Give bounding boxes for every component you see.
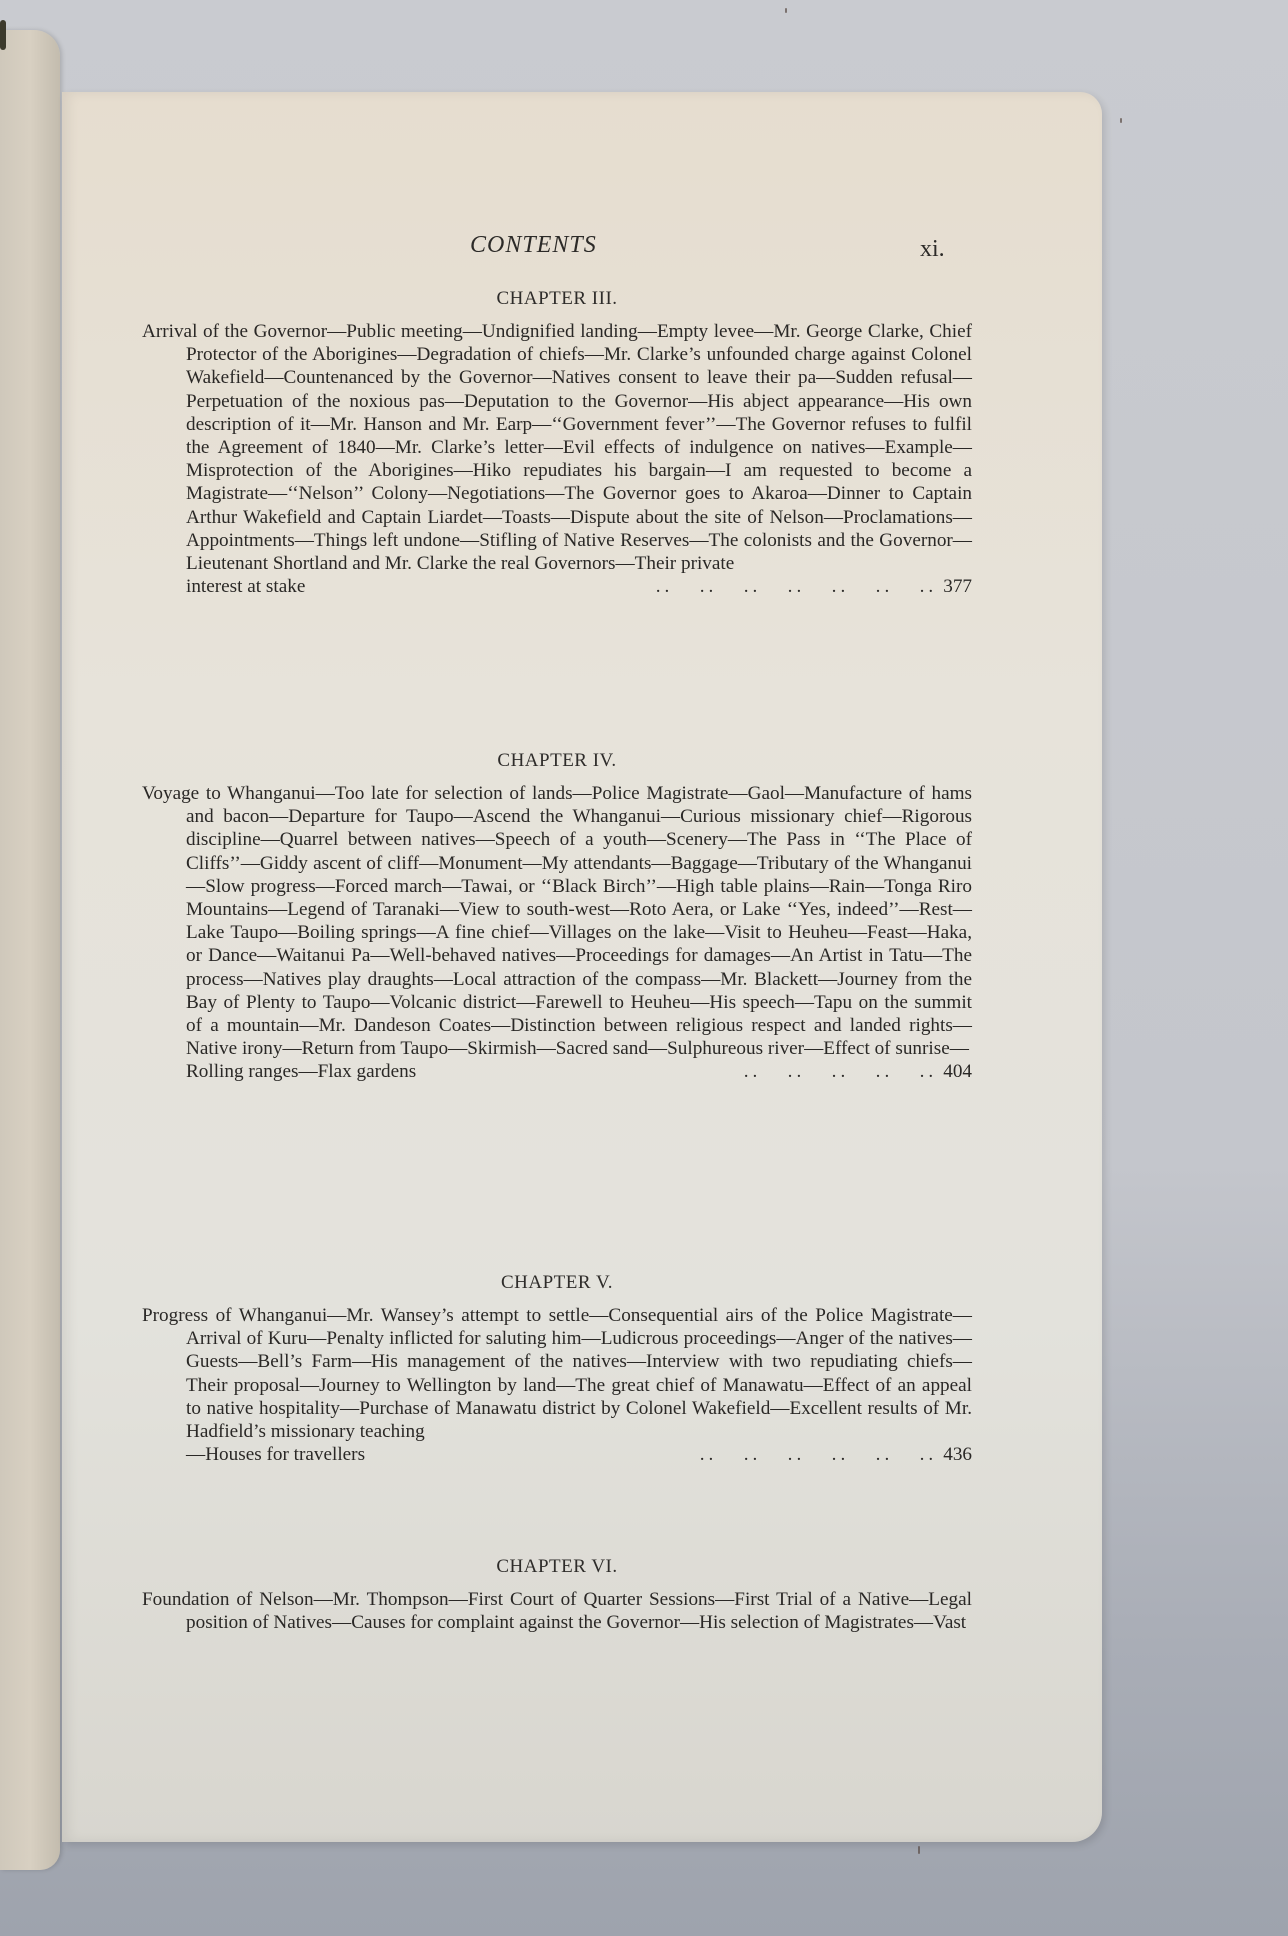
chapter-page-number: 436 bbox=[943, 1444, 972, 1466]
chapter-last-line bbox=[186, 575, 972, 598]
chapter-iv bbox=[142, 750, 972, 1084]
chapter-summary-text: Arrival of the Governor—Public meeting—Undignified landing—Empty levee—Mr. George Clarke, Chief Protector of the Aborigines—Degradation of chiefs—Mr. Clarke’s unfounded charge against Colonel Wakefield—Countenanced by the Governor—Natives consent to leave their pa—Sudden refusal—Perpetuation of the noxious pas—Deputation to the Governor—His abject appearance—His own description of it—Mr. Hanson and Mr. Earp—‘‘Government fever’’—The Governor refuses to fulfil the Agreement of 1840—Mr. Clarke’s letter—Evil effects of indulgence on natives—Example—Misprotection of the Aborigines—Hiko repudiates his bargain—I am requested to become a Magistrate—‘‘Nelson’’ Colony—Negotiations—The Governor goes to Akaroa—Dinner to Captain Arthur Wakefield and Captain Liardet—Toasts—Dispute about the site of Nelson—Proclamations—Appointments—Things left undone—Stifling of Native Reserves—The colonists and the Governor—Lieutenant Shortland and Mr. Clarke the real Governors—Their private bbox=[142, 321, 972, 575]
chapter-last-line-text: interest at stake bbox=[186, 576, 306, 598]
dot-leaders: .. .. .. .. .. .. .. bbox=[655, 576, 938, 598]
chapter-heading: CHAPTER VI. bbox=[496, 1556, 618, 1577]
page-number: xi. bbox=[920, 236, 945, 262]
chapter-heading: CHAPTER III. bbox=[496, 288, 618, 309]
chapter-heading: CHAPTER V. bbox=[501, 1272, 613, 1293]
chapter-summary-text: Progress of Whanganui—Mr. Wansey’s attempt to settle—Consequential airs of the Police Magistrate—Arrival of Kuru—Penalty inflicted for saluting him—Ludicrous proceedings—Anger of the natives—Guests—Bell’s Farm—His management of the natives—Interview with two repudiating chiefs—Their proposal—Journey to Wellington by land—The great chief of Manawatu—Effect of an appeal to native hospitality—Purchase of Manawatu district by Colonel Wakefield—Excellent results of Mr. Hadfield’s missionary teaching bbox=[142, 1305, 972, 1443]
dust-speck bbox=[785, 8, 787, 13]
chapter-last-line-text: Rolling ranges—Flax gardens bbox=[186, 1061, 417, 1083]
chapter-summary bbox=[142, 782, 972, 1084]
running-head bbox=[62, 232, 1102, 262]
chapter-last-line-text: —Houses for travellers bbox=[186, 1444, 366, 1466]
chapter-vi bbox=[142, 1556, 972, 1634]
dust-speck bbox=[1120, 118, 1122, 123]
contents-page bbox=[62, 92, 1102, 1842]
chapter-summary bbox=[142, 1304, 972, 1466]
chapter-page-number: 377 bbox=[943, 576, 972, 598]
chapter-page-number: 404 bbox=[943, 1061, 972, 1083]
chapter-v bbox=[142, 1272, 972, 1466]
chapter-summary bbox=[142, 320, 972, 598]
dot-leaders: .. .. .. .. .. .. bbox=[699, 1444, 938, 1466]
chapter-heading: CHAPTER IV. bbox=[497, 750, 617, 771]
chapter-last-line bbox=[186, 1443, 972, 1466]
book-spine-left-page bbox=[0, 30, 60, 1870]
chapter-summary-text: Voyage to Whanganui—Too late for selection of lands—Police Magistrate—Gaol—Manufacture of hams and bacon—Departure for Taupo—Ascend the Whanganui—Curious missionary chief—Rigorous discipline—Quarrel between natives—Speech of a youth—Scenery—The Pass in ‘‘The Place of Cliffs’’—Giddy ascent of cliff—Monument—My attendants—Baggage—Tributary of the Whanganui—Slow progress—Forced march—Tawai, or ‘‘Black Birch’’—High table plains—Rain—Tonga Riro Mountains—Legend of Taranaki—View to south-west—Roto Aera, or Lake ‘‘Yes, indeed’’—Rest—Lake Taupo—Boiling springs—A fine chief—Villages on the lake—Visit to Heuheu—Feast—Haka, or Dance—Waitanui Pa—Well-behaved natives—Proceedings for damages—An Artist in Tatu—The process—Natives play draughts—Local attraction of the compass—Mr. Blackett—Journey from the Bay of Plenty to Taupo—Volcanic district—Farewell to Heuheu—His speech—Tapu on the summit of a mountain—Mr. Dandeson Coates—Distinction between religious respect and landed rights—Native irony—Return from Taupo—Skirmish—Sacred sand—Sulphureous river—Effect of sunrise— bbox=[142, 783, 972, 1060]
book-cover-edge bbox=[0, 20, 6, 50]
chapter-iii bbox=[142, 288, 972, 598]
dot-leaders: .. .. .. .. .. bbox=[743, 1061, 938, 1083]
chapter-last-line bbox=[186, 1060, 972, 1083]
chapter-summary-text: Foundation of Nelson—Mr. Thompson—First Court of Quarter Sessions—First Trial of a Native—Legal position of Natives—Causes for complaint against the Governor—His selection of Magistrates—Vast bbox=[142, 1589, 972, 1634]
dust-speck bbox=[918, 1846, 920, 1854]
chapter-summary bbox=[142, 1588, 972, 1634]
running-title: CONTENTS bbox=[470, 232, 597, 258]
